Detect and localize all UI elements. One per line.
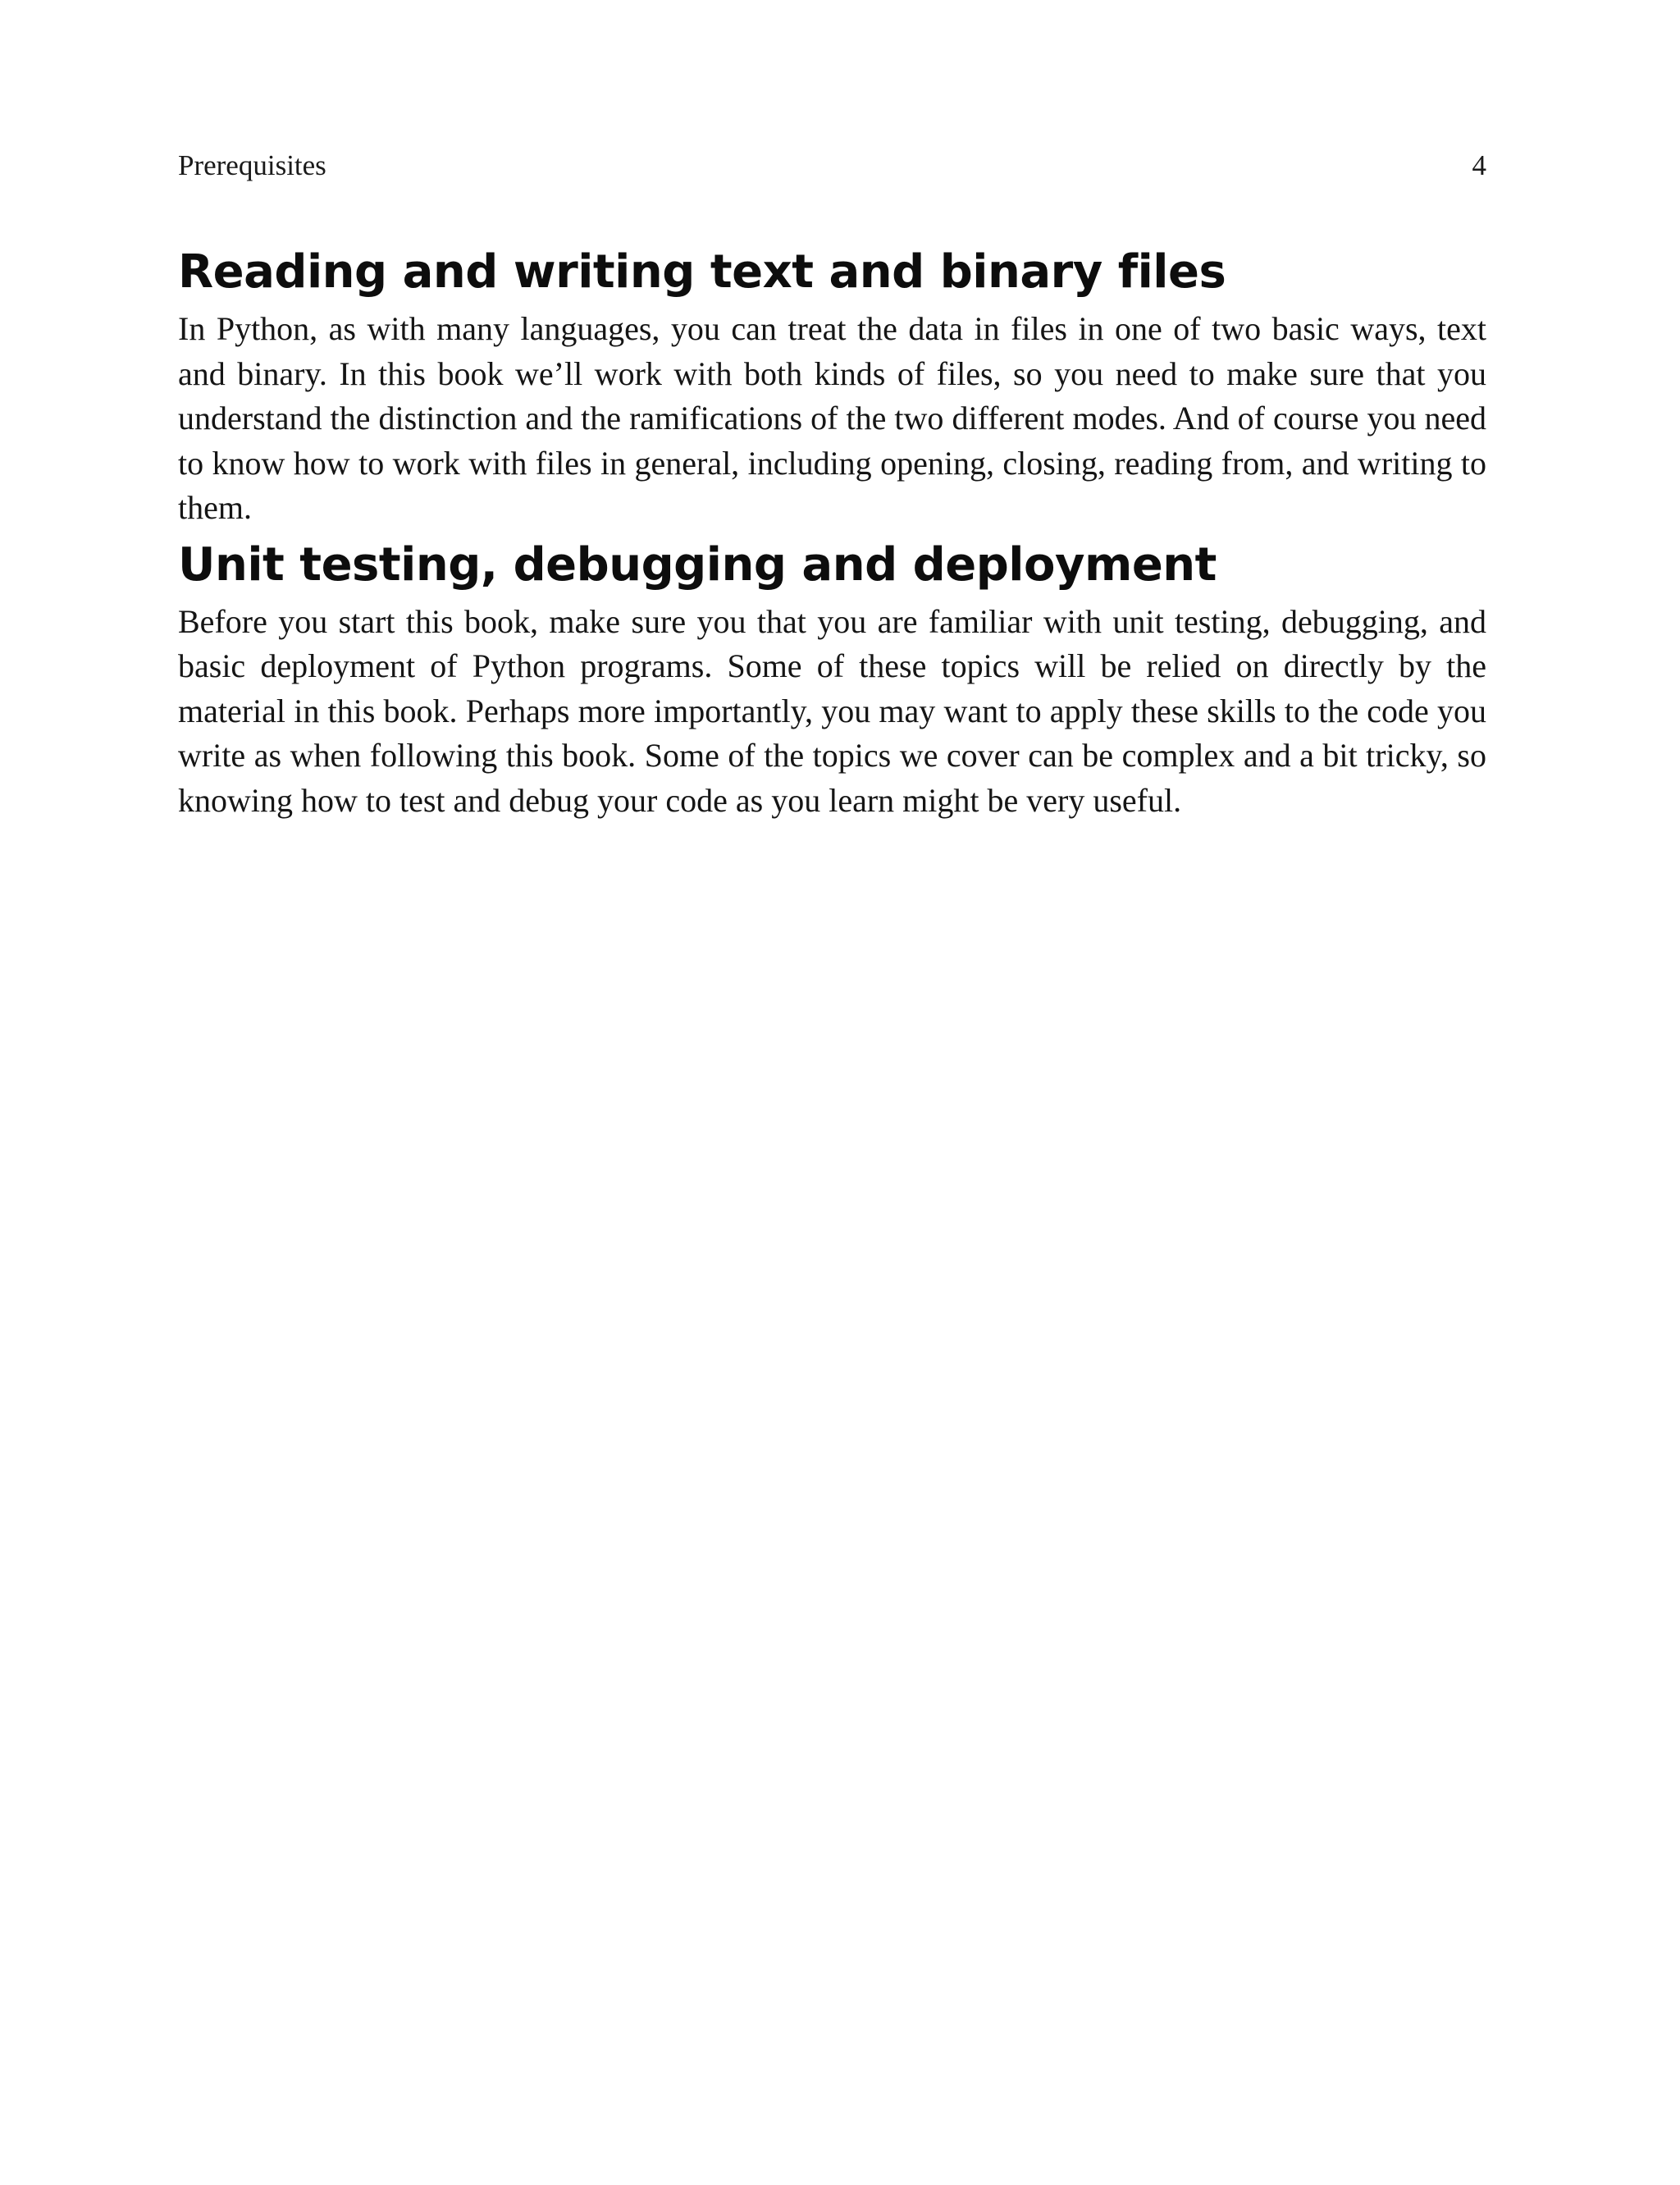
- page-content: [178, 238, 1486, 823]
- header-section-name: Prerequisites: [178, 149, 326, 181]
- running-header: [178, 148, 1486, 184]
- section-heading-files: Reading and writing text and binary files: [178, 245, 1226, 299]
- page-number: 4: [1472, 149, 1486, 181]
- paragraph-files: In Python, as with many languages, you can treat the data in files in one of two basic ways, text and binary. In this book we’ll work with both kinds of files, so you need to make sure that you understand the distinction and the ramifications of the two different modes. And of course you need to know how to work with files in general, including opening, closing, reading from, and writing to them.: [178, 310, 1486, 526]
- paragraph-testing: Before you start this book, make sure you that you are familiar with unit testing, debugging, and basic deployment of Python programs. Some of these topics will be relied on directly by the material in this book. Perhaps more importantly, you may want to apply these skills to the code you write as when following this book. Some of the topics we cover can be complex and a bit tricky, so knowing how to test and debug your code as you learn might be very useful.: [178, 602, 1486, 819]
- section-heading-testing: Unit testing, debugging and deployment: [178, 537, 1217, 592]
